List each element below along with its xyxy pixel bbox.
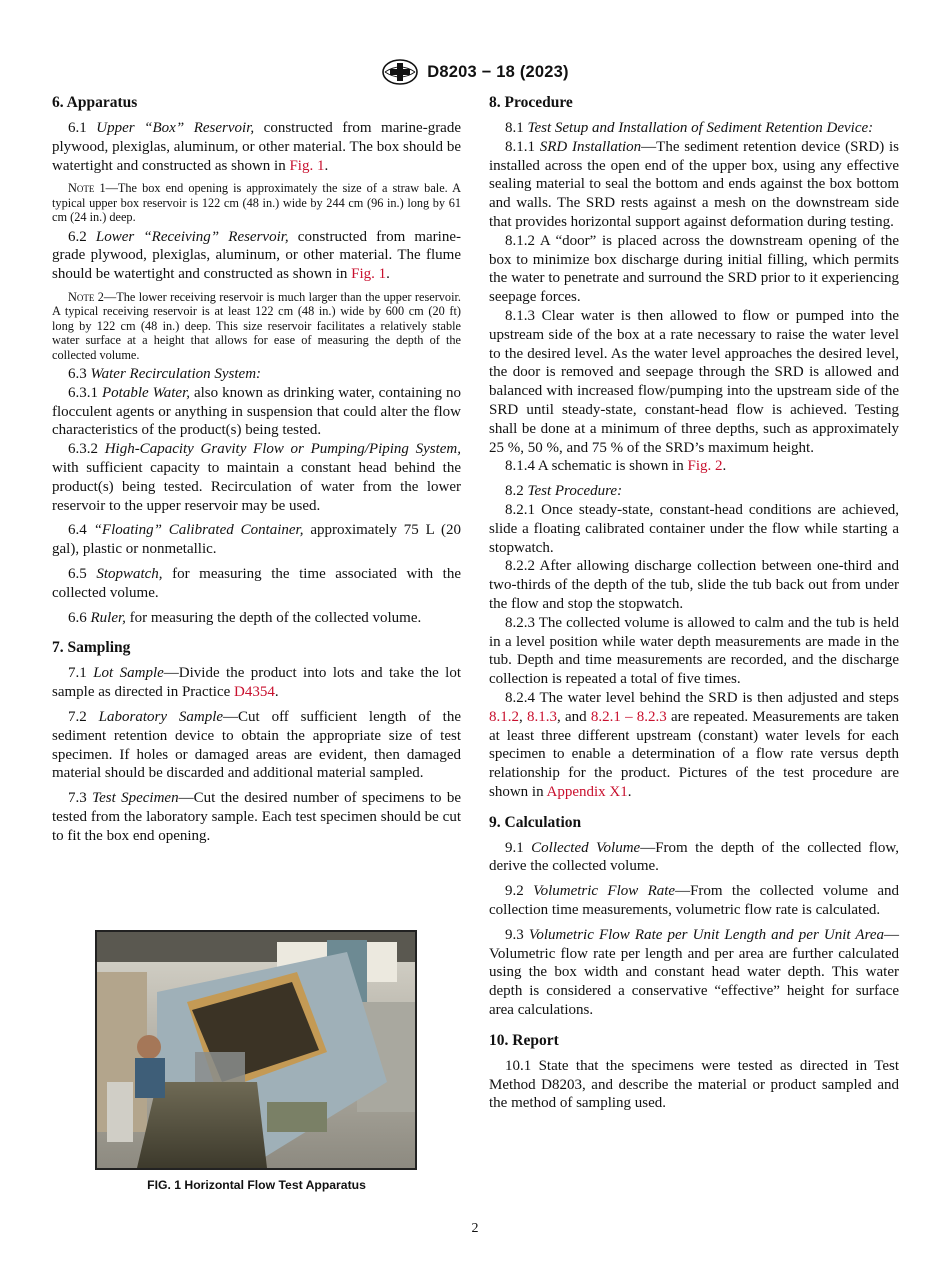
para-6-3-2: 6.3.2 High-Capacity Gravity Flow or Pumping/Piping System, with sufficient capacity to maintain a constant head behind the product(s) being tested. Recirculation of water from the lower reservoir to the upper reservoir may be used. — [52, 441, 461, 514]
fig-1-link[interactable]: Fig. 1 — [351, 266, 387, 283]
para-6-3: 6.3 Water Recirculation System: — [68, 366, 262, 383]
para-6-6: 6.6 Ruler, for measuring the depth of the collected volume. — [68, 609, 422, 626]
astm-logo-icon — [381, 58, 419, 86]
para-10-1: 10.1 State that the specimens were tested as directed in Test Method D8203, and describe the material or product sampled and the method of sampling used. — [489, 1057, 899, 1112]
section-9-heading: 9. Calculation — [489, 813, 582, 831]
note-2: Note 2—The lower receiving reservoir is much larger than the upper reservoir. A typical receiving reservoir is at least 122 cm (48 in.) wide by 600 cm (20 ft) long by 122 cm (48 in.) deep. This size reservoir facilitates a relatively stable water surface at a height that allows for ease of measuring the depth of the collected volume. — [52, 290, 461, 362]
page-header — [0, 58, 950, 86]
para-6-4: 6.4 “Floating” Calibrated Container, approximately 75 L (20 gal), plastic or nonmetallic. — [52, 522, 462, 558]
para-6-2: 6.2 Lower “Receiving” Reservoir, constructed from marine-grade plywood, plexiglas, aluminum, or other material. The flume should be watertight and constructed as shown in Fig. 1. — [52, 228, 461, 283]
right-column — [489, 93, 899, 1113]
section-6-heading: 6. Apparatus — [52, 94, 138, 111]
section-7-heading: 7. Sampling — [52, 639, 131, 657]
document-designation: D8203 − 18 (2023) — [427, 62, 569, 81]
page-number: 2 — [471, 1221, 479, 1236]
para-8-2: 8.2 Test Procedure: — [505, 483, 623, 500]
steps-8-2-1-to-8-2-3-link[interactable]: 8.2.1 – 8.2.3 — [590, 708, 667, 725]
apparatus-photo-illustration — [97, 932, 415, 1168]
figure-1-photo — [95, 930, 417, 1170]
fig-1-link[interactable]: Fig. 1 — [289, 157, 325, 174]
para-7-2: 7.2 Laboratory Sample—Cut off sufficient length of the sediment retention device to obtain the appropriate size of test specimen. If holes or damaged areas are evident, then damaged material should be discarded and additional material sampled. — [52, 708, 462, 782]
para-9-1: 9.1 Collected Volume—From the depth of the collected flow, derive the collected volume. — [489, 839, 899, 875]
para-8-1-1: 8.1.1 SRD Installation—The sediment retention device (SRD) is installed across the open end of the upper box, using any effective sealing material to seal the bottom and ends against the box bottom and walls. The SRD rests against a mesh on the downstream side that provides horizontal support against deformation during testing. — [489, 138, 900, 230]
para-9-3: 9.3 Volumetric Flow Rate per Unit Length and per Unit Area—Volumetric flow rate per length and per area are further calculated using the box width and constant head water depth. This water depth is considered a conservative “effective” height for surface area calculations. — [489, 926, 900, 1019]
section-10-heading: 10. Report — [489, 1031, 559, 1049]
step-8-1-2-link[interactable]: 8.1.2 — [489, 708, 519, 725]
para-7-3: 7.3 Test Specimen—Cut the desired number of specimens to be tested from the laboratory sample. Each test specimen should be cut to fit the box end opening. — [52, 790, 462, 844]
section-8-heading: 8. Procedure — [489, 94, 573, 111]
d4354-link[interactable]: D4354 — [234, 684, 275, 701]
note-1: Note 1—The box end opening is approximately the size of a straw bale. A typical upper box reservoir is 122 cm (48 in.) wide by 244 cm (96 in.) long by 61 cm (24 in.) deep. — [52, 181, 461, 225]
step-8-1-3-link[interactable]: 8.1.3 — [526, 708, 557, 725]
para-8-1: 8.1 Test Setup and Installation of Sediment Retention Device: — [505, 120, 874, 136]
para-8-1-2: 8.1.2 A “door” is placed across the downstream opening of the box to minimize box discharge during initial filling, which permits the water to penetrate and surround the SRD prior to it experiencing seepage forces. — [489, 232, 899, 306]
figure-1-caption: FIG. 1 Horizontal Flow Test Apparatus — [147, 1178, 366, 1192]
para-6-3-1: 6.3.1 Potable Water, also known as drinking water, containing no flocculent agents or anything in suspension that could alter the flow characteristics of the product(s) being tested. — [52, 384, 461, 439]
para-6-1: 6.1 Upper “Box” Reservoir, constructed from marine-grade plywood, plexiglas, aluminum, or other material. The box should be watertight and constructed as shown in Fig. 1. — [52, 120, 461, 174]
para-8-2-1: 8.2.1 Once steady-state, constant-head conditions are achieved, slide a floating calibrated container under the flow while starting a stopwatch. — [489, 501, 899, 556]
para-8-2-2: 8.2.2 After allowing discharge collection between one-third and two-thirds of the depth of the tub, slide the tub back out from under the flow and stop the stopwatch. — [489, 558, 899, 612]
para-9-2: 9.2 Volumetric Flow Rate—From the collected volume and collection time measurements, volumetric flow rate is calculated. — [489, 883, 900, 919]
para-8-1-4: 8.1.4 A schematic is shown in Fig. 2. — [505, 458, 727, 475]
para-8-1-3: 8.1.3 Clear water is then allowed to flow or pumped into the upstream side of the box at a rate necessary to raise the water level to the desired level. As the water level approaches the desired level, the door is removed and seepage through the SRD is allowed and balanced with increased flow/pumping into the upstream side of the SRD until steady-state, constant-head flow is achieved. Testing shall be done at a minimum of three depths, such as approximately 25 %, 50 %, and 75 % of the SRD’s maximum height. — [489, 307, 899, 456]
left-column — [52, 93, 461, 846]
para-7-1: 7.1 Lot Sample—Divide the product into lots and take the lot sample as directed in Practice D4354. — [52, 665, 462, 701]
appendix-x1-link[interactable]: Appendix X1 — [546, 783, 628, 800]
fig-2-link[interactable]: Fig. 2 — [687, 458, 723, 475]
para-8-2-4: 8.2.4 The water level behind the SRD is then adjusted and steps 8.1.2, 8.1.3, and 8.2.1 – 8.2.3 are repeated. Measurements are taken at least three different upstream (constant) water levels for each specimen to enable a determination of a flow rate versus depth relationship for the product. Pictures of the test procedure are shown in Appendix X1. — [489, 689, 900, 800]
para-6-5: 6.5 Stopwatch, for measuring the time associated with the collected volume. — [52, 566, 462, 601]
para-8-2-3: 8.2.3 The collected volume is allowed to calm and the tub is held in a level position while water depth measurements are made in the tub. Depth and time measurements are recorded, and the discharge collection is repeated a total of five times. — [489, 614, 899, 688]
